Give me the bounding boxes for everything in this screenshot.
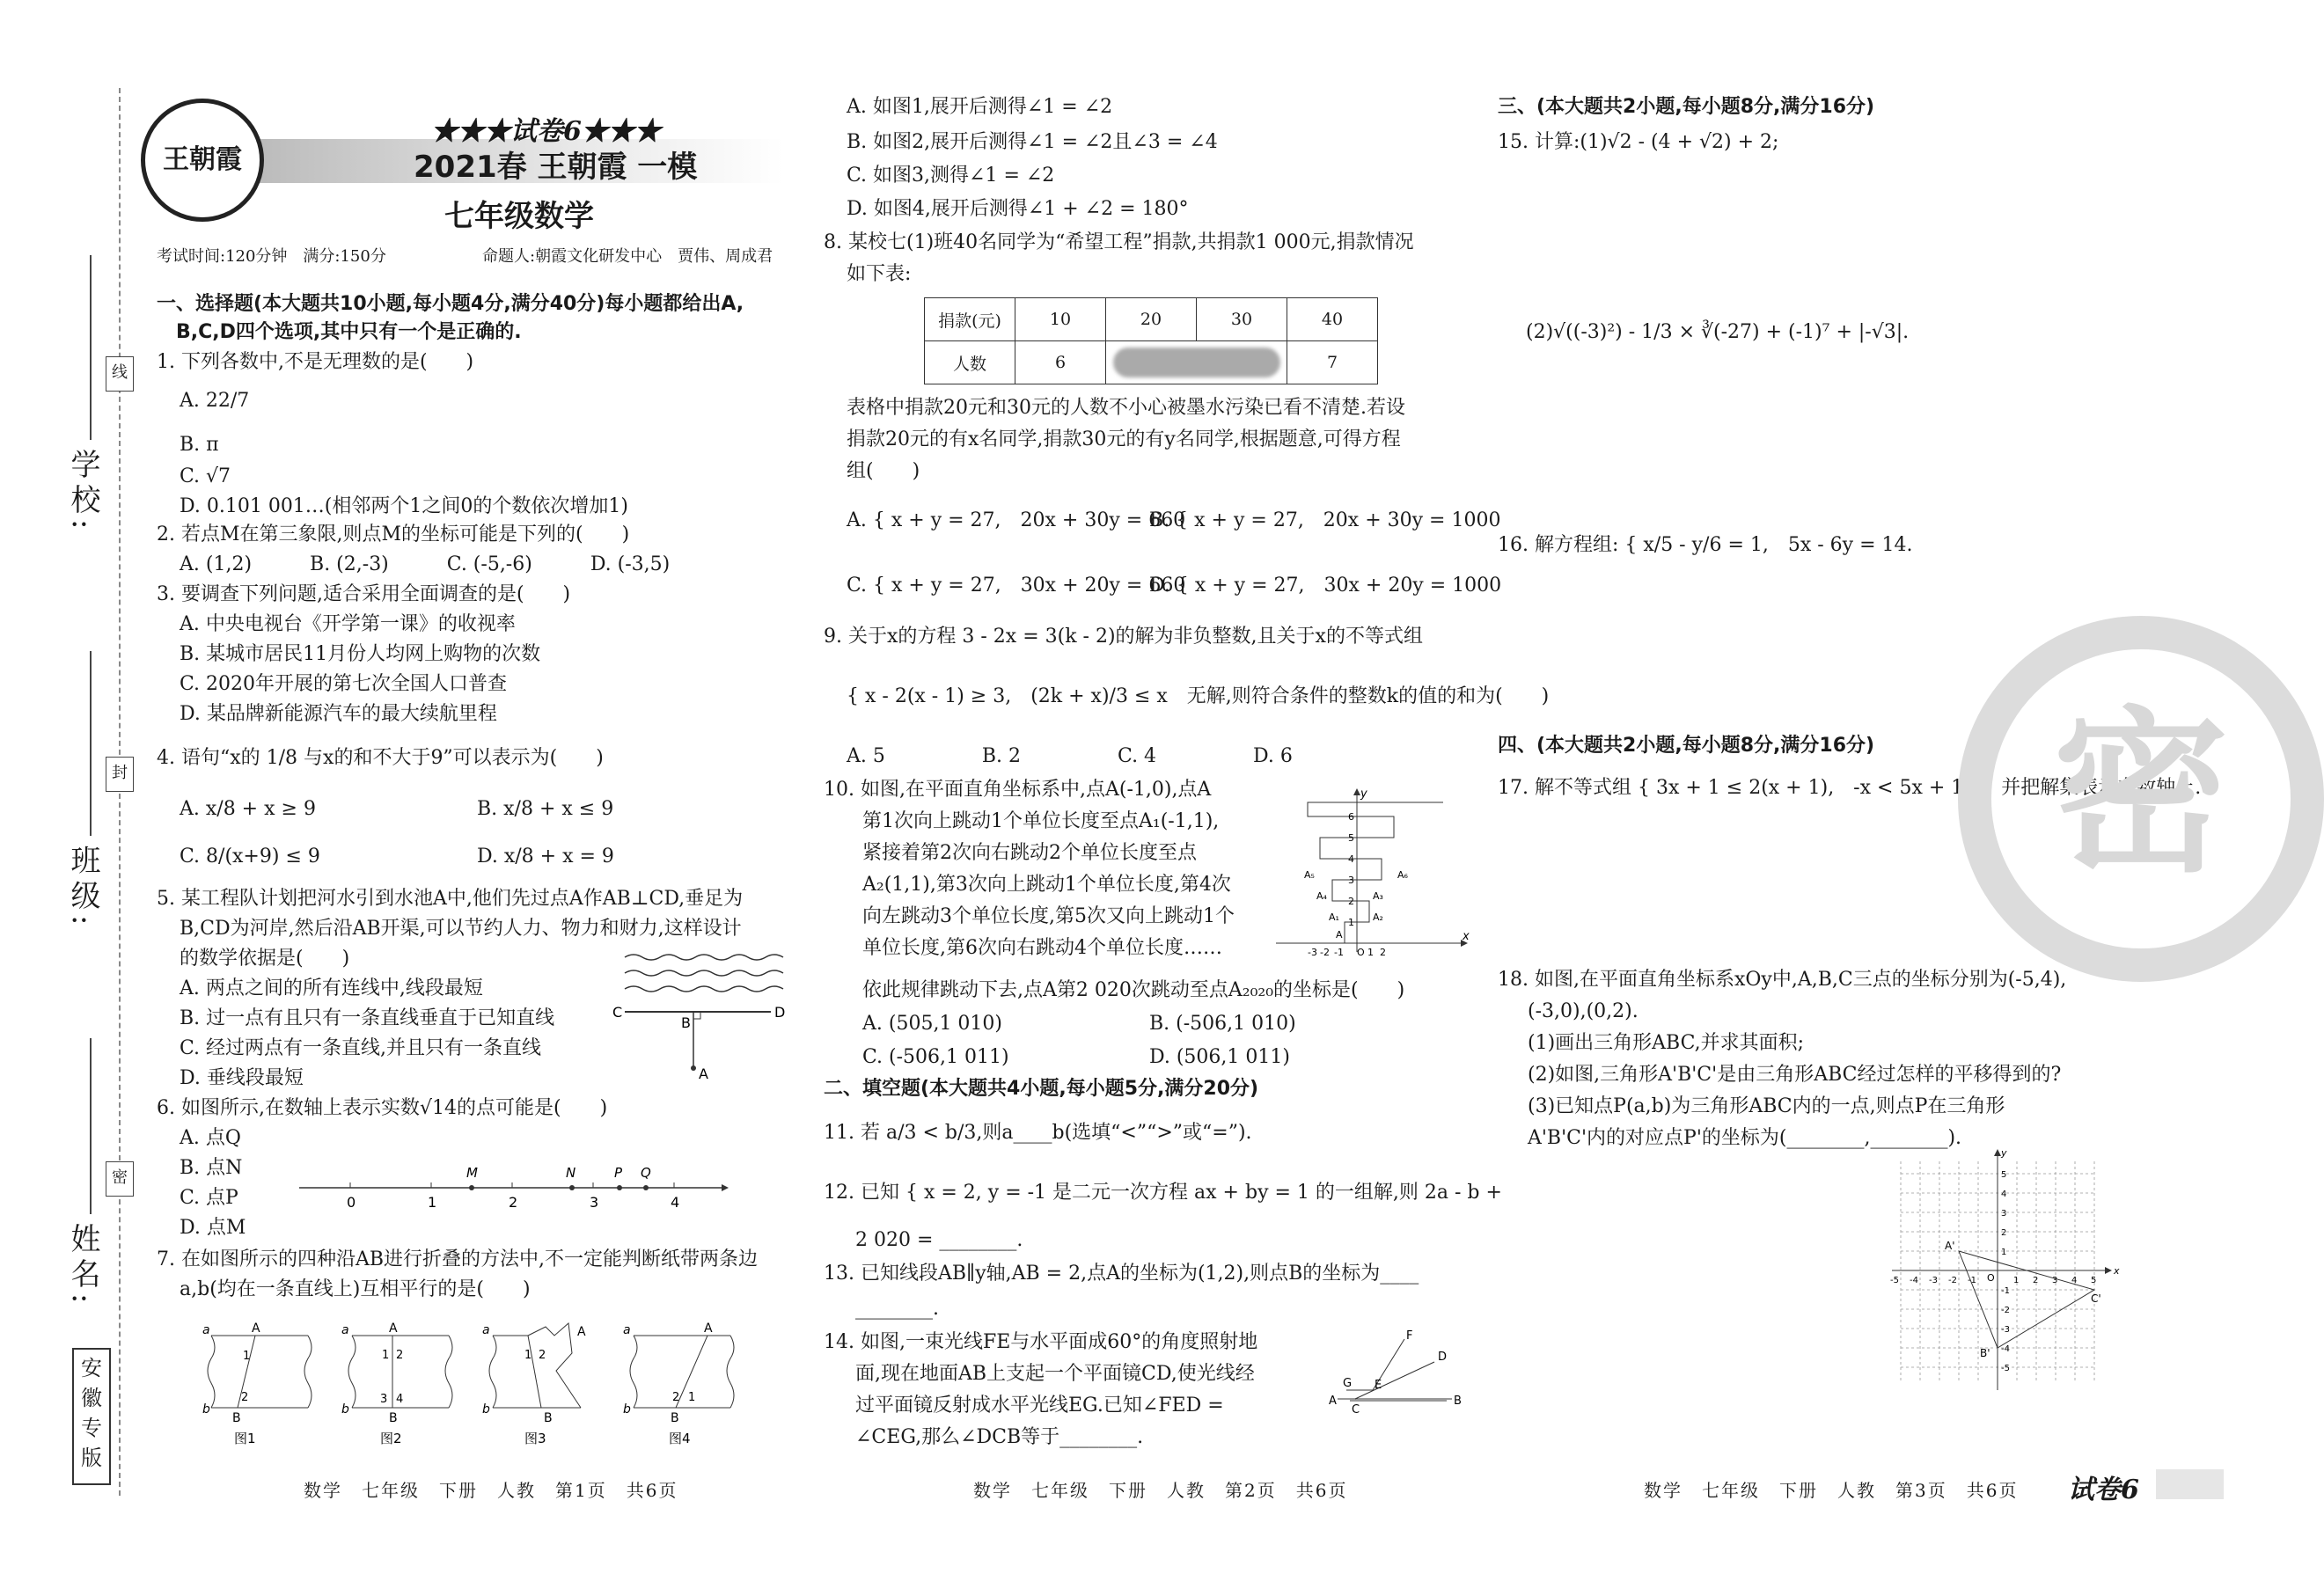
svg-text:D: D bbox=[774, 1004, 786, 1021]
svg-text:B': B' bbox=[1980, 1347, 1990, 1359]
publisher-logo: 王朝霞 bbox=[141, 99, 264, 222]
svg-text:5: 5 bbox=[2001, 1170, 2007, 1180]
svg-text:A': A' bbox=[1945, 1240, 1955, 1252]
svg-text:1: 1 bbox=[428, 1194, 437, 1211]
exam-authors: 命题人:朝霞文化研发中心 贾伟、周成君 bbox=[482, 247, 773, 266]
name-label: 姓名: bbox=[65, 1223, 100, 1309]
question-15: 15. 计算:(1)√2 - (4 + √2) + 2; bbox=[1498, 131, 1779, 153]
svg-text:2: 2 bbox=[2001, 1228, 2007, 1238]
table-cell: 20 bbox=[1106, 298, 1197, 341]
svg-text:-5: -5 bbox=[1890, 1276, 1899, 1285]
q1-option-c: C. √7 bbox=[180, 465, 231, 487]
svg-text:A: A bbox=[1336, 929, 1343, 941]
question-18-part-3: (3)已知点P(a,b)为三角形ABC内的一点,则点P在三角形 bbox=[1528, 1095, 2005, 1117]
fig-4-label: 图4 bbox=[669, 1431, 691, 1446]
svg-text:-2: -2 bbox=[1948, 1276, 1957, 1285]
fold-figure-3 bbox=[482, 1323, 586, 1446]
svg-text:b: b bbox=[341, 1402, 349, 1417]
q8-option-b: B. { x + y = 27, 20x + 30y = 1000 bbox=[1149, 509, 1501, 531]
q3-option-a: A. 中央电视台《开学第一课》的收视率 bbox=[180, 613, 516, 635]
q8-option-d: D. { x + y = 27, 30x + 20y = 1000 bbox=[1149, 575, 1502, 597]
table-cell: 7 bbox=[1287, 341, 1378, 384]
q9-options: A. 5 B. 2 C. 4 D. 6 bbox=[847, 745, 1293, 767]
q6-option-c: C. 点P bbox=[180, 1187, 238, 1209]
svg-text:a: a bbox=[202, 1323, 210, 1337]
question-10-line-7: 依此规律跳动下去,点A第2 020次跳动至点A₂₀₂₀的坐标是( ) bbox=[862, 979, 1405, 1001]
svg-text:3: 3 bbox=[590, 1194, 599, 1211]
svg-text:a: a bbox=[623, 1323, 631, 1337]
svg-text:M: M bbox=[466, 1165, 478, 1181]
class-label: 班级: bbox=[65, 845, 100, 931]
q7-option-c: C. 如图3,测得∠1 = ∠2 bbox=[847, 165, 1055, 187]
river-diagram bbox=[607, 938, 801, 1087]
question-6: 6. 如图所示,在数轴上表示实数√14的点可能是( ) bbox=[157, 1097, 608, 1119]
svg-text:A₄: A₄ bbox=[1316, 890, 1327, 902]
footer-page-2: 数学 七年级 下册 人教 第2页 共6页 bbox=[973, 1480, 1348, 1501]
q4-option-d: D. x/8 + x = 9 bbox=[477, 846, 614, 868]
mirror-diagram bbox=[1329, 1330, 1461, 1418]
svg-text:b: b bbox=[623, 1402, 631, 1417]
section-1-heading-2: B,C,D四个选项,其中只有一个是正确的. bbox=[176, 321, 522, 343]
question-10-line-4: A₂(1,1),第3次向上跳动1个单位长度,第4次 bbox=[862, 874, 1231, 896]
ink-blot bbox=[1113, 348, 1280, 377]
paper-tag: ★★★试卷6★★★ bbox=[431, 116, 661, 147]
svg-text:x: x bbox=[2114, 1265, 2120, 1277]
q6-option-d: D. 点M bbox=[180, 1217, 246, 1239]
question-8: 8. 某校七(1)班40名同学为“希望工程”捐款,共捐款1 000元,捐款情况 bbox=[824, 231, 1414, 253]
svg-text:O: O bbox=[1987, 1272, 1995, 1284]
q5-option-c: C. 经过两点有一条直线,并且只有一条直线 bbox=[180, 1037, 542, 1059]
question-14: 14. 如图,一束光线FE与水平面成60°的角度照射地 bbox=[824, 1331, 1258, 1353]
section-1-heading: 一、选择题(本大题共10小题,每小题4分,满分40分)每小题都给出A, bbox=[157, 293, 744, 315]
svg-text:1: 1 bbox=[524, 1349, 532, 1362]
question-9-line-2: { x - 2(x - 1) ≥ 3, (2k + x)/3 ≤ x 无解,则符合条件的整数k的值的和为( ) bbox=[847, 685, 1550, 707]
question-7-line-2: a,b(均在一条直线上)互相平行的是( ) bbox=[180, 1278, 531, 1300]
svg-text:b: b bbox=[482, 1402, 490, 1417]
q6-option-b: B. 点N bbox=[180, 1157, 243, 1179]
school-label: 学校: bbox=[65, 449, 100, 535]
question-12-line-2: 2 020 = ________. bbox=[855, 1229, 1023, 1251]
name-line bbox=[90, 1038, 92, 1214]
coordinate-grid-diagram bbox=[1883, 1144, 2121, 1399]
question-8-line-5: 组( ) bbox=[847, 460, 920, 482]
svg-text:-1: -1 bbox=[1968, 1276, 1976, 1285]
svg-text:1: 1 bbox=[2001, 1248, 2007, 1257]
table-cell: 10 bbox=[1015, 298, 1106, 341]
svg-text:A: A bbox=[704, 1321, 713, 1336]
svg-text:a: a bbox=[341, 1323, 349, 1337]
svg-text:A₂: A₂ bbox=[1373, 911, 1383, 923]
svg-text:A: A bbox=[389, 1321, 398, 1336]
school-line bbox=[90, 255, 92, 440]
confidential-watermark: 密 bbox=[1958, 616, 2324, 982]
svg-text:A₅: A₅ bbox=[1304, 869, 1315, 881]
svg-text:B: B bbox=[1454, 1395, 1462, 1408]
q3-option-b: B. 某城市居民11月份人均网上购物的次数 bbox=[180, 643, 541, 665]
table-cell: 30 bbox=[1197, 298, 1287, 341]
q5-option-b: B. 过一点有且只有一条直线垂直于已知直线 bbox=[180, 1007, 555, 1029]
svg-text:C: C bbox=[1352, 1403, 1360, 1417]
region-tag: 安徽专版 bbox=[72, 1348, 111, 1485]
q10-option-a: A. (505,1 010) bbox=[862, 1013, 1003, 1035]
svg-text:1: 1 bbox=[688, 1391, 696, 1404]
svg-text:1: 1 bbox=[1348, 917, 1354, 928]
svg-text:1: 1 bbox=[243, 1350, 251, 1363]
svg-text:-2: -2 bbox=[2001, 1306, 2010, 1315]
question-17: 17. 解不等式组 { 3x + 1 ≤ 2(x + 1), -x < 5x + 12, 并把解集表示在数轴上. bbox=[1498, 777, 2202, 799]
table-cell: 6 bbox=[1015, 341, 1106, 384]
svg-text:2: 2 bbox=[672, 1391, 680, 1404]
section-2-heading: 二、填空题(本大题共4小题,每小题5分,满分20分) bbox=[824, 1078, 1259, 1100]
svg-text:x: x bbox=[1463, 930, 1470, 943]
svg-text:A₆: A₆ bbox=[1397, 869, 1408, 881]
table-cell: 人数 bbox=[925, 341, 1015, 384]
svg-text:F: F bbox=[1406, 1329, 1413, 1343]
question-9: 9. 关于x的方程 3 - 2x = 3(k - 2)的解为非负整数,且关于x的不等式组 bbox=[824, 626, 1423, 648]
question-8-line-2: 如下表: bbox=[847, 263, 912, 285]
svg-text:1: 1 bbox=[2013, 1276, 2020, 1285]
seal-dashed-line bbox=[119, 88, 121, 1496]
jump-path-diagram bbox=[1276, 787, 1470, 958]
q6-option-a: A. 点Q bbox=[180, 1127, 241, 1149]
svg-text:D: D bbox=[1438, 1351, 1448, 1364]
svg-text:4: 4 bbox=[396, 1393, 404, 1406]
fig-2-label: 图2 bbox=[380, 1431, 402, 1446]
svg-text:B: B bbox=[671, 1411, 679, 1425]
q7-option-d: D. 如图4,展开后测得∠1 + ∠2 = 180° bbox=[847, 198, 1189, 220]
question-18-part-1: (1)画出三角形ABC,并求其面积; bbox=[1528, 1032, 1805, 1054]
svg-text:-1: -1 bbox=[2001, 1286, 2010, 1296]
svg-text:B: B bbox=[681, 1014, 691, 1031]
question-16: 16. 解方程组: { x/5 - y/6 = 1, 5x - 6y = 14. bbox=[1498, 534, 1913, 556]
q8-option-c: C. { x + y = 27, 30x + 20y = 660 bbox=[847, 575, 1186, 597]
question-5-line-2: B,CD为河岸,然后沿AB开渠,可以节约人力、物力和财力,这样设计 bbox=[180, 918, 742, 940]
svg-text:3: 3 bbox=[1348, 875, 1354, 886]
q4-option-a: A. x/8 + x ≥ 9 bbox=[180, 798, 316, 820]
svg-text:A: A bbox=[699, 1065, 708, 1082]
fold-figure-4 bbox=[623, 1321, 734, 1446]
svg-text:-2: -2 bbox=[1320, 947, 1330, 958]
svg-text:-3: -3 bbox=[2001, 1325, 2010, 1335]
svg-text:2: 2 bbox=[1380, 947, 1386, 958]
svg-text:2: 2 bbox=[396, 1349, 404, 1362]
q3-option-c: C. 2020年开展的第七次全国人口普查 bbox=[180, 673, 508, 695]
q10-option-d: D. (506,1 011) bbox=[1149, 1046, 1290, 1068]
question-10-line-3: 紧接着第2次向右跳动2个单位长度至点 bbox=[862, 842, 1197, 864]
svg-text:1: 1 bbox=[382, 1349, 390, 1362]
fig-1-label: 图1 bbox=[234, 1431, 256, 1446]
svg-text:4: 4 bbox=[2001, 1190, 2007, 1199]
svg-text:6: 6 bbox=[1348, 811, 1354, 823]
question-3: 3. 要调查下列问题,适合采用全面调查的是( ) bbox=[157, 583, 571, 605]
svg-text:3: 3 bbox=[2001, 1209, 2007, 1219]
svg-text:C': C' bbox=[2091, 1292, 2101, 1305]
fold-figure-2 bbox=[341, 1321, 452, 1446]
exam-info: 考试时间:120分钟 满分:150分 bbox=[157, 247, 386, 266]
svg-text:2: 2 bbox=[509, 1194, 518, 1211]
table-cell: 捐款(元) bbox=[925, 298, 1015, 341]
question-10-line-6: 单位长度,第6次向右跳动4个单位长度…… bbox=[862, 937, 1222, 959]
question-18: 18. 如图,在平面直角坐标系xOy中,A,B,C三点的坐标分别为(-5,4), bbox=[1498, 969, 2067, 991]
svg-text:2: 2 bbox=[2033, 1276, 2039, 1285]
svg-text:0: 0 bbox=[347, 1194, 356, 1211]
q1-option-a: A. 22/7 bbox=[180, 390, 250, 412]
svg-text:b: b bbox=[202, 1402, 210, 1417]
footer-page-3: 数学 七年级 下册 人教 第3页 共6页 bbox=[1644, 1480, 2019, 1501]
svg-text:5: 5 bbox=[1348, 832, 1354, 844]
svg-text:O: O bbox=[1357, 947, 1365, 958]
q4-option-c: C. 8/(x+9) ≤ 9 bbox=[180, 846, 320, 868]
svg-text:A: A bbox=[1329, 1395, 1337, 1408]
exam-subject: 七年级数学 bbox=[444, 199, 594, 234]
question-10: 10. 如图,在平面直角坐标系中,点A(-1,0),点A bbox=[824, 779, 1212, 801]
svg-text:y: y bbox=[1360, 787, 1367, 801]
fold-figures bbox=[194, 1320, 792, 1452]
donation-table bbox=[924, 297, 1378, 384]
q3-option-d: D. 某品牌新能源汽车的最大续航里程 bbox=[180, 703, 497, 725]
exam-title: 2021春 王朝霞 一模 bbox=[414, 150, 698, 185]
svg-text:B: B bbox=[544, 1411, 553, 1425]
section-4-heading: 四、(本大题共2小题,每小题8分,满分16分) bbox=[1498, 735, 1875, 757]
q5-option-a: A. 两点之间的所有连线中,线段最短 bbox=[180, 977, 483, 999]
question-18-line-2: (-3,0),(0,2). bbox=[1528, 1000, 1639, 1022]
q4-option-b: B. x/8 + x ≤ 9 bbox=[477, 798, 614, 820]
svg-text:a: a bbox=[482, 1323, 490, 1337]
footer-page-1: 数学 七年级 下册 人教 第1页 共6页 bbox=[304, 1480, 678, 1501]
question-2: 2. 若点M在第三象限,则点M的坐标可能是下列的( ) bbox=[157, 523, 630, 545]
svg-text:Q: Q bbox=[641, 1165, 651, 1181]
svg-text:4: 4 bbox=[671, 1194, 680, 1211]
q1-option-d: D. 0.101 001…(相邻两个1之间0的个数依次增加1) bbox=[180, 495, 628, 517]
seal-mark-secret: 密 bbox=[106, 1161, 134, 1197]
q10-option-b: B. (-506,1 010) bbox=[1149, 1013, 1296, 1035]
svg-text:A: A bbox=[252, 1321, 260, 1336]
svg-text:C: C bbox=[612, 1004, 623, 1021]
question-5-line-3: 的数学依据是( ) bbox=[180, 948, 350, 970]
question-11: 11. 若 a/3 < b/3,则a____b(选填“<”“>”或“=”). bbox=[824, 1122, 1252, 1144]
question-8-line-3: 表格中捐款20元和30元的人数不小心被墨水污染已看不清楚.若设 bbox=[847, 397, 1405, 419]
svg-text:-4: -4 bbox=[2001, 1344, 2010, 1354]
svg-text:E: E bbox=[1375, 1379, 1382, 1392]
question-8-line-4: 捐款20元的有x名同学,捐款30元的有y名同学,根据题意,可得方程 bbox=[847, 428, 1401, 450]
q7-option-a: A. 如图1,展开后测得∠1 = ∠2 bbox=[847, 96, 1113, 118]
svg-text:1: 1 bbox=[1367, 947, 1374, 958]
question-15-part-2: (2)√((-3)²) - 1/3 × ∛(-27) + (-1)⁷ + |-√3|. bbox=[1526, 321, 1910, 343]
question-7: 7. 在如图所示的四种沿AB进行折叠的方法中,不一定能判断纸带两条边 bbox=[157, 1248, 759, 1270]
seal-mark-seal: 封 bbox=[106, 757, 134, 792]
svg-text:2: 2 bbox=[1348, 896, 1354, 907]
svg-text:G: G bbox=[1343, 1377, 1353, 1390]
question-14-line-3: 过平面镜反射成水平光线EG.已知∠FED = bbox=[855, 1395, 1224, 1417]
question-12: 12. 已知 { x = 2, y = -1 是二元一次方程 ax + by = 1 的一组解,则 2a - b + bbox=[824, 1182, 1502, 1204]
fig-3-label: 图3 bbox=[524, 1431, 546, 1446]
question-13-line-2: ________. bbox=[855, 1298, 939, 1320]
q8-option-a: A. { x + y = 27, 20x + 30y = 660 bbox=[847, 509, 1186, 531]
question-5: 5. 某工程队计划把河水引到水池A中,他们先过点A作AB⊥CD,垂足为 bbox=[157, 888, 744, 910]
seal-mark-line: 线 bbox=[106, 356, 134, 392]
svg-text:4: 4 bbox=[2071, 1276, 2078, 1285]
question-14-line-2: 面,现在地面AB上支起一个平面镜CD,使光线经 bbox=[855, 1363, 1255, 1385]
svg-text:P: P bbox=[614, 1165, 623, 1181]
question-4: 4. 语句“x的 1/8 与x的和不大于9”可以表示为( ) bbox=[157, 747, 604, 769]
svg-text:B: B bbox=[389, 1411, 398, 1425]
svg-text:N: N bbox=[566, 1165, 576, 1181]
svg-text:B: B bbox=[232, 1411, 241, 1425]
q1-option-b: B. π bbox=[180, 434, 219, 456]
ink-blot-cell bbox=[1106, 341, 1287, 384]
svg-text:A₃: A₃ bbox=[1373, 890, 1383, 902]
class-line bbox=[90, 651, 92, 836]
svg-text:A₁: A₁ bbox=[1329, 911, 1339, 923]
footer-paper-tag: 试卷6 bbox=[2068, 1475, 2139, 1505]
svg-text:-4: -4 bbox=[1910, 1276, 1918, 1285]
svg-text:A: A bbox=[577, 1325, 586, 1339]
svg-text:3: 3 bbox=[380, 1393, 388, 1406]
question-10-line-2: 第1次向上跳动1个单位长度至点A₁(-1,1), bbox=[862, 810, 1220, 832]
section-3-heading: 三、(本大题共2小题,每小题8分,满分16分) bbox=[1498, 96, 1875, 118]
svg-text:4: 4 bbox=[1348, 853, 1354, 865]
q5-option-d: D. 垂线段最短 bbox=[180, 1067, 304, 1089]
question-18-part-3-line-2: A'B'C'内的对应点P'的坐标为(________,________). bbox=[1528, 1127, 1962, 1149]
svg-text:2: 2 bbox=[241, 1391, 249, 1404]
svg-text:3: 3 bbox=[2052, 1276, 2058, 1285]
q7-option-b: B. 如图2,展开后测得∠1 = ∠2且∠3 = ∠4 bbox=[847, 131, 1218, 153]
table-cell: 40 bbox=[1287, 298, 1378, 341]
svg-text:-3: -3 bbox=[1308, 947, 1317, 958]
question-18-part-2: (2)如图,三角形A'B'C'是由三角形ABC经过怎样的平移得到的? bbox=[1528, 1064, 2062, 1086]
q2-options: A. (1,2) B. (2,-3) C. (-5,-6) D. (-3,5) bbox=[180, 553, 671, 575]
svg-text:2: 2 bbox=[539, 1349, 546, 1362]
footer-bar bbox=[2156, 1469, 2224, 1499]
q10-option-c: C. (-506,1 011) bbox=[862, 1046, 1009, 1068]
svg-text:-5: -5 bbox=[2001, 1364, 2010, 1373]
question-10-line-5: 向左跳动3个单位长度,第5次又向上跳动1个 bbox=[862, 905, 1235, 927]
question-13: 13. 已知线段AB∥y轴,AB = 2,点A的坐标为(1,2),则点B的坐标为____ bbox=[824, 1263, 1419, 1285]
fold-figure-1 bbox=[202, 1321, 312, 1446]
svg-text:y: y bbox=[2001, 1147, 2007, 1159]
number-line-diagram bbox=[299, 1163, 730, 1216]
question-1: 1. 下列各数中,不是无理数的是( ) bbox=[157, 351, 474, 373]
svg-text:-1: -1 bbox=[1334, 947, 1344, 958]
svg-text:5: 5 bbox=[2091, 1276, 2097, 1285]
question-14-line-4: ∠CEG,那么∠DCB等于________. bbox=[855, 1426, 1144, 1448]
svg-text:-3: -3 bbox=[1929, 1276, 1938, 1285]
